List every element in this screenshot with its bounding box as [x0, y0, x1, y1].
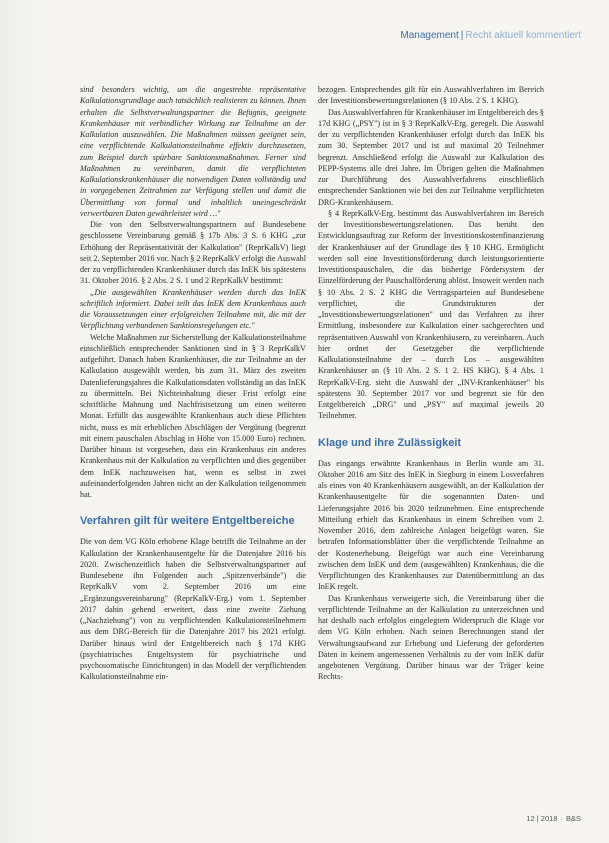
body-paragraph: Die von den Selbstverwaltungspartnern auf Bundesebene geschlossene Vereinbarung gemäß § 17b Abs. 3 S. 6 KHG „zur Erhöhung der Repräsentativität der Kalkulation" (ReprKalkV) liegt seit 2. September 2016 vor. Nach § 2 ReprKalkV erfolgt die Auswahl der zu verpflichtenden Krankenhäuser durch das InEK bis spätestens 31. Oktober 2016. § 2 Abs. 2 S. 1 und 2 ReprKalkV bestimmt: [80, 220, 306, 286]
section-heading: Klage und ihre Zulässigkeit [318, 436, 462, 449]
body-paragraph: Die von dem VG Köln erhobene Klage betrifft die Teilnahme an der Kalkulation der Krankenhausentgelte für die Datenjahre 2016 bis 2020. Zwischenzeitlich haben die Selbstverwaltungspartner auf Bundesebene ihn Folgenden auch „Spitzenverbände") die ReprKalkV vom 2. September 2016 um eine „Ergänzungsvereinbarung" (ReprKalkV-Erg.) vom 1. September 2017 dahin gehend erweitert, dass eine zweite Ziehung („Nachziehung") von zu verpflichtenden Kalkulationsteilnehmern aus dem DRG-Bereich für die Datenjahre 2017 bis 2021 erfolgt. Darüber hinaus wird der Entgeltbereich nach § 17d KHG (psychiatrisches Entgeltsystem für psychiatrische und psychosomatische Einrichtungen) in das Modell der verpflichtenden Kalkulationsteilnahme ein- [80, 537, 306, 682]
body-paragraph: Welche Maßnahmen zur Sicherstellung der Kalkulationsteilnahme einschließlich entsprechender Sanktionen sind in § 3 ReprKalkV aufgeführt. Danach haben Krankenhäuser, die zur Teilnahme an der Kalkulation ausgewählt werden, bis zum 31. März des zweiten Datenlieferungsjahres die Kalkulationsdaten vollständig an das InEK zu übermitteln. Bei Nichteinhaltung dieser Frist erfolgt eine schriftliche Mahnung und Nachfristsetzung um einen weiteren Monat. Erfüllt das ausgewählte Krankenhaus auch diese Pflichten nicht, muss es mit erheblichen Abschlägen der Vergütung (begrenzt mit einem pauschalen Abschlag in Höhe von 15.000 Euro) rechnen. Darüber hinaus ist vorgesehen, dass ein Krankenhaus ein anderes Krankenhaus mit der Kalkulation zu verpflichten und dies gegenüber dem InEK nachzuweisen hat, wenn es selbst in zwei aufeinanderfolgenden Jahren nicht an der Kalkulation teilgenommen hat. [80, 332, 306, 499]
right-column [318, 84, 544, 819]
footer-divider: · [560, 814, 563, 823]
footer-page: B&S [565, 814, 581, 823]
footer-date: 12 | 2018 [526, 814, 558, 823]
body-paragraph: bezogen. Entsprechendes gilt für ein Auswahlverfahren im Bereich der Investitionsbewertungsrelationen (§ 10 Abs. 2 S. 1 KHG). [318, 85, 544, 106]
quote-paragraph: sind besonders wichtig, um die angestrebte repräsentative Kalkulationsgrundlage auch tatsächlich realisieren zu können. Ihnen erhalten die Selbstverwaltungspartner die Befugnis, geeignete Krankenhäuser mit verbindlicher Wirkung zur Teilnahme an der Kalkulation auszuwählen. Die Maßnahmen müssen geeignet sein, eine verpflichtende Kalkulationsteilnahme effektiv durchzusetzen, zum Beispiel durch spürbare Sanktionsmaßnahmen. Ferner sind Maßnahmen zu vereinbaren, damit die verpflichteten Kalkulationskrankenhäuser die notwendigen Daten vollständig und in vorgegebenen Zeitrahmen zur Verfügung stellen und damit die Übermittlung von formal und inhaltlich uneingeschränkt verwertbaren Daten gewährleistet wird …" [80, 85, 306, 218]
page-header [400, 30, 581, 41]
header-separator: | [460, 30, 464, 41]
left-column [80, 84, 306, 819]
page-footer [526, 814, 581, 823]
header-subsection: Recht aktuell kommentiert [465, 30, 581, 41]
quote-paragraph: „Die ausgewählten Krankenhäuser werden durch das InEK schriftlich informiert. Dabei teilt das InEK dem Krankenhaus auch die Voraussetzungen einer erfolgreichen Teilnahme mit, die mit der Verpflichtung verbundenen Sanktionsregelungen etc." [80, 287, 306, 331]
header-section: Management [400, 30, 459, 41]
body-paragraph: Das Krankenhaus verweigerte sich, die Vereinbarung über die verpflichtende Teilnahme an der Kalkulation zu unterzeichnen und hat deshalb nach erfolglos eingelegtem Widerspruch die Klage vor dem VG Köln erhoben. Nach seinen Berechnungen stand der Verwaltungsaufwand zur Erhebung und Lieferung der geforderten Daten in keinem angemessenen Verhältnis zu der vom InEK dafür angebotenen Vergütung. Darüber hinaus war der Träger keine Rechts- [318, 593, 544, 682]
body-paragraph: Das Auswahlverfahren für Krankenhäuser im Entgeltbereich des § 17d KHG („PSY") ist in § 3 ReprKalkV-Erg. geregelt. Die Auswahl der zu verpflichtenden Krankenhäuser erfolgt durch das InEK bis zum 30. September 2017 und ist auf maximal 20 Teilnehmer begrenzt. Anschließend erfolgt die Auswahl zur Kalkulation des PEPP-Systems alle drei Jahre. Im Übrigen gelten die Maßnahmen zur Durchführung des Auswahlverfahrens einschließlich entsprechender Sanktionen wie bei den zur Teilnahme verpflichteten DRG-Krankenhäusern. [318, 107, 544, 207]
body-paragraph: § 4 ReprKalkV-Erg. bestimmt das Auswahlverfahren im Bereich der Investitionsbewertungsrelationen. Das beruht den Entwicklungsauftrag zur Reform der Investitionskostenfinanzierung der Krankenhäuser auf der Grundlage des § 10 KHG. Ermöglicht werden soll eine Investitionsförderung durch leistungsorientierte Investitionspauschalen, die das bisherige Fördersystem der Einzelförderung der Pauschalförderung ablöst. Insoweit werden nach § 10 Abs. 2 S. 2 KHG die Vertragsparteien auf Bundesebene verpflichtet, die Grundstrukturen der „Investitionsbewertungsrelationen" und das Verfahren zu ihrer Ermittlung, insbesondere zur Kalkulation einer sachgerechten und repräsentativen Auswahl von Krankenhäusern, zu vereinbaren. Auch hier ordnet der Gesetzgeber die verpflichtende Kalkulationsteilnahme der – durch Los – ausgewählten Krankenhäuser an (§ 10 Abs. 2 S. 1 2. HS KHG). § 4 Abs. 1 ReprKalkV-Erg. sieht die Auswahl der „INV-Krankenhäuser" bis spätestens 30. September 2017 vor und begrenzt sie für den Entgeltbereich „DRG" und „PSY" auf maximal jeweils 20 Teilnehmer. [318, 208, 544, 421]
body-paragraph: Das eingangs erwähnte Krankenhaus in Berlin wurde am 31. Oktober 2016 am Sitz des InEK in Siegburg in einem Losverfahren als eines von 40 Krankenhäusern ausgewählt, an der Kalkulation der Krankenhausentgelte für die sogenannten Daten- und Lieferungsjahre 2016 bis 2020 teilzunehmen. Eine entsprechende Mitteilung erhielt das Krankenhaus in einem Schreiben vom 2. November 2016, dem zahlreiche Anlagen beigefügt waren. Sie betrafen Informationsblätter über die verpflichtende Teilnahme an der Kostenerhebung. Beigefügt war auch eine Vereinbarung zwischen dem InEK und dem (ausgewählten) Krankenhaus, die die Verpflichtungen des Krankenhauses zur Datenübermittlung an das InEK regelt. [318, 458, 544, 592]
section-heading: Verfahren gilt für weitere Entgeltbereiche [80, 515, 295, 528]
